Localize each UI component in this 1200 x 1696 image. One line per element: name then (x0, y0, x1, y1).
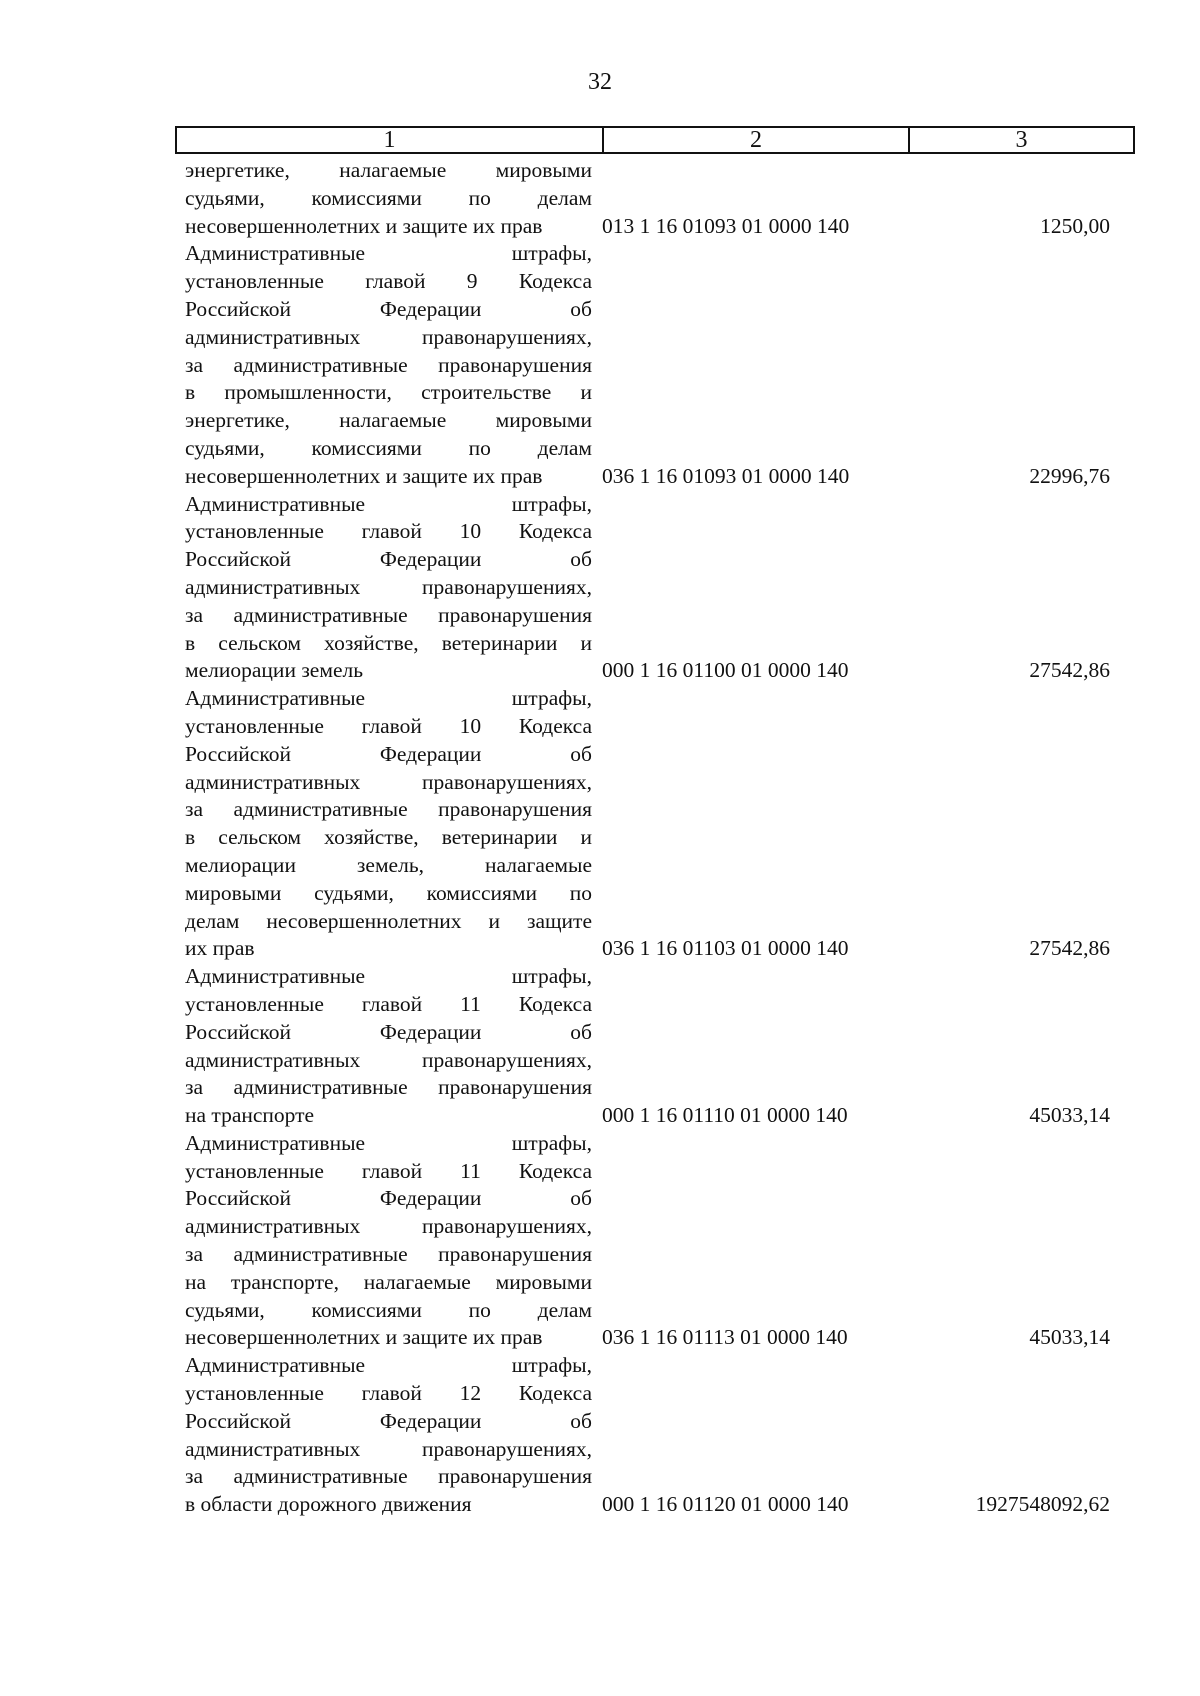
description-line: Российской Федерации об (185, 1019, 592, 1044)
description-line: Российской Федерации об (185, 1186, 592, 1211)
description-line: Российской Федерации об (185, 1408, 592, 1433)
description-line: административных правонарушениях, (185, 324, 592, 349)
description-line: за административные правонарушения (185, 1464, 592, 1489)
description-line: Административные штрафы, (185, 241, 592, 266)
description-line: в области дорожного движения (185, 1492, 472, 1517)
description-line: судьями, комиссиями по делам (185, 1297, 592, 1322)
description-line: на транспорте, налагаемые мировыми (185, 1269, 592, 1294)
row-amount: 27542,86 (1029, 658, 1110, 683)
description-line: установленные главой 11 Кодекса (185, 991, 592, 1016)
description-line: установленные главой 11 Кодекса (185, 1158, 592, 1183)
row-amount: 45033,14 (1029, 1325, 1110, 1350)
row-amount: 45033,14 (1029, 1103, 1110, 1128)
description-line: Административные штрафы, (185, 491, 592, 516)
row-description (185, 685, 592, 963)
description-line: мелиорации земель (185, 658, 364, 683)
row-amount: 1927548092,62 (975, 1492, 1110, 1517)
description-line: судьями, комиссиями по делам (185, 435, 592, 460)
description-line: делам несовершеннолетних и защите (185, 908, 592, 933)
description-line: административных правонарушениях, (185, 769, 592, 794)
header-cell-description: 1 (177, 128, 604, 152)
table-header (175, 126, 1135, 154)
description-line: административных правонарушениях, (185, 1436, 592, 1461)
description-line: за административные правонарушения (185, 1075, 592, 1100)
table-row (185, 1130, 1125, 1352)
table-row (185, 685, 1125, 963)
row-description (185, 240, 592, 490)
description-line: установленные главой 12 Кодекса (185, 1381, 592, 1406)
table-row (185, 240, 1125, 490)
description-line: их прав (185, 936, 255, 961)
description-line: несовершеннолетних и защите их прав (185, 463, 543, 488)
row-budget-code: 036 1 16 01113 01 0000 140 (602, 1325, 848, 1350)
table-row (185, 963, 1125, 1130)
description-line: административных правонарушениях, (185, 574, 592, 599)
description-line: за административные правонарушения (185, 352, 592, 377)
description-line: Российской Федерации об (185, 296, 592, 321)
row-description (185, 1352, 592, 1519)
description-line: мировыми судьями, комиссиями по (185, 880, 592, 905)
row-description (185, 491, 592, 686)
description-line: административных правонарушениях, (185, 1047, 592, 1072)
description-line: в сельском хозяйстве, ветеринарии и (185, 825, 592, 850)
description-line: Административные штрафы, (185, 1353, 592, 1378)
description-line: энергетике, налагаемые мировыми (185, 158, 592, 182)
row-budget-code: 036 1 16 01103 01 0000 140 (602, 936, 849, 961)
table-body (185, 157, 1125, 1519)
row-budget-code: 000 1 16 01100 01 0000 140 (602, 658, 849, 683)
description-line: судьями, комиссиями по делам (185, 185, 592, 210)
row-budget-code: 013 1 16 01093 01 0000 140 (602, 213, 850, 238)
description-line: Российской Федерации об (185, 741, 592, 766)
description-line: на транспорте (185, 1103, 315, 1128)
table-row (185, 491, 1125, 686)
description-line: за административные правонарушения (185, 797, 592, 822)
row-description (185, 963, 592, 1130)
description-line: мелиорации земель, налагаемые (185, 852, 592, 877)
description-line: в сельском хозяйстве, ветеринарии и (185, 630, 592, 655)
row-amount: 22996,76 (1029, 463, 1110, 488)
row-description (185, 157, 592, 240)
description-line: установленные главой 10 Кодекса (185, 519, 592, 544)
header-cell-amount: 3 (1015, 127, 1028, 153)
row-amount: 1250,00 (1040, 213, 1110, 238)
row-amount: 27542,86 (1029, 936, 1110, 961)
row-budget-code: 000 1 16 01120 01 0000 140 (602, 1492, 849, 1517)
description-line: установленные главой 10 Кодекса (185, 713, 592, 738)
description-line: за административные правонарушения (185, 1242, 592, 1267)
row-budget-code: 000 1 16 01110 01 0000 140 (602, 1103, 848, 1128)
table-row (185, 1352, 1125, 1519)
description-line: Российской Федерации об (185, 547, 592, 572)
description-line: административных правонарушениях, (185, 1214, 592, 1239)
description-line: установленные главой 9 Кодекса (185, 269, 592, 294)
description-line: Административные штрафы, (185, 686, 592, 711)
description-line: несовершеннолетних и защите их прав (185, 1325, 543, 1350)
row-description (185, 1130, 592, 1352)
description-line: за административные правонарушения (185, 602, 592, 627)
description-line: в промышленности, строительстве и (185, 380, 592, 405)
description-line: Административные штрафы, (185, 1130, 592, 1155)
table-row (185, 157, 1125, 240)
header-cell-code: 2 (604, 128, 910, 152)
description-line: Административные штрафы, (185, 964, 592, 989)
row-budget-code: 036 1 16 01093 01 0000 140 (602, 463, 850, 488)
page-number: 32 (588, 69, 612, 95)
description-line: энергетике, налагаемые мировыми (185, 408, 592, 433)
description-line: несовершеннолетних и защите их прав (185, 213, 543, 238)
